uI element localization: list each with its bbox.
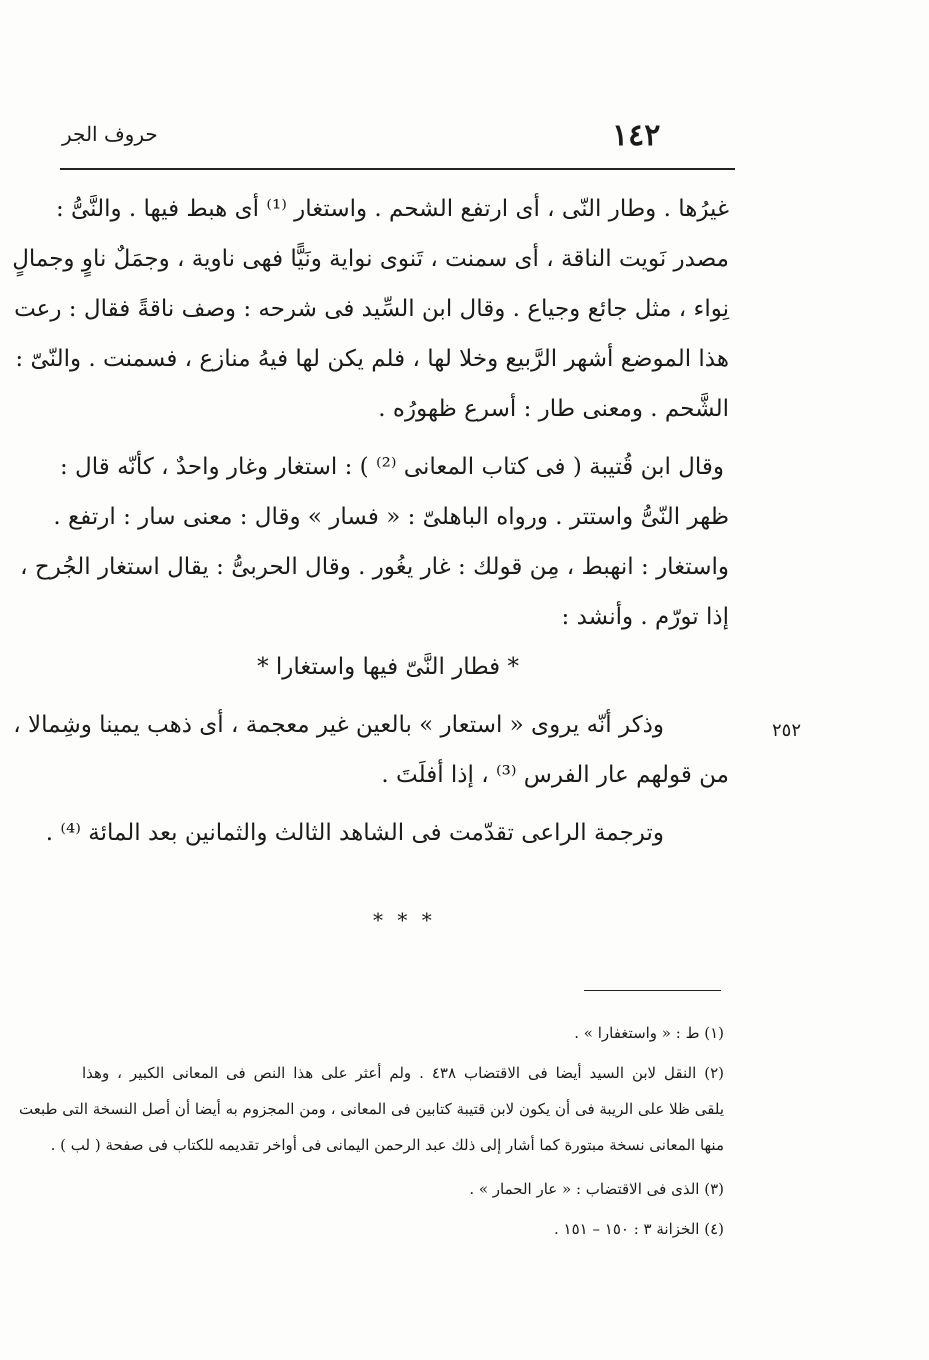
body-line: نِواء ، مثل جائع وجياع . وقال ابن السِّيد فى شرحه : وصف ناقةً فقال : رعت xyxy=(14,296,729,322)
footnote: منها المعانى نسخة مبتورة كما أشار إلى ذلك عبد الرحمن اليمانى فى أواخر تقديمه للكتاب فى صفحة ( لب ) . xyxy=(50,1136,724,1154)
footnote: (١) ط : « واستغفارا » . xyxy=(574,1024,724,1042)
body-line: وقال ابن قُتيبة ( فى كتاب المعانى ⁽²⁾ ) : استغار وغار واحدٌ ، كأنّه قال : xyxy=(60,454,724,480)
body-line: وترجمة الراعى تقدّمت فى الشاهد الثالث والثمانين بعد المائة ⁽⁴⁾ . xyxy=(45,820,664,846)
verse-line: * فطار النَّىّ فيها واستغارا * xyxy=(257,654,519,680)
running-title: حروف الجر xyxy=(62,122,158,146)
body-line: غيرُها . وطار النّى ، أى ارتفع الشحم . واستغار ⁽¹⁾ أى هبط فيها . والنَّىُّ : xyxy=(55,196,729,222)
footnote: (٣) الذى فى الاقتضاب : « عار الحمار » . xyxy=(469,1180,724,1198)
body-line: ظهر النّىُّ واستتر . ورواه الباهلىّ : « فسار » وقال : معنى سار : ارتفع . xyxy=(53,504,729,530)
body-line: إذا تورّم . وأنشد : xyxy=(561,604,729,630)
body-line: مصدر نَويت الناقة ، أى سمنت ، تَنوى نواية ونَيًّا فهى ناوية ، وجمَلٌ ناوٍ وجمالٍ xyxy=(12,246,729,272)
footnote: (٢) النقل لابن السيد أيضا فى الاقتضاب ٤٣٨ . ولم أعثر على هذا النص فى المعانى الكبير ، وهذا xyxy=(82,1064,724,1082)
body-line: من قولهم عار الفرس ⁽³⁾ ، إذا أفلَتَ . xyxy=(381,762,729,788)
page-number: ١٤٢ xyxy=(612,118,661,153)
body-line: هذا الموضع أشهر الرَّبيع وخلا لها ، فلم يكن لها فيهُ منازع ، فسمنت . والنّىّ : xyxy=(15,346,729,372)
footnote: (٤) الخزانة ٣ : ١٥٠ – ١٥١ . xyxy=(554,1220,724,1238)
footnote-rule xyxy=(584,990,721,991)
body-line: واستغار : انهبط ، مِن قولك : غار يغُور . وقال الحربىُّ : يقال استغار الجُرح ، xyxy=(20,554,729,580)
footnote: يلقى ظلا على الريبة فى أن يكون لابن قتيبة كتابين فى المعانى ، ومن المجزوم به أيضا أن أصل النسخة التى طبعت xyxy=(19,1100,724,1118)
body-line: الشَّحم . ومعنى طار : أسرع ظهورُه . xyxy=(378,396,729,422)
body-line: وذكر أنّه يروى « استعار » بالعين غير معجمة ، أى ذهب يمينا وشِمالا ، xyxy=(13,712,664,738)
section-separator: * * * xyxy=(373,908,436,932)
margin-note: ٢٥٢ xyxy=(772,720,802,741)
header-rule xyxy=(60,168,735,170)
